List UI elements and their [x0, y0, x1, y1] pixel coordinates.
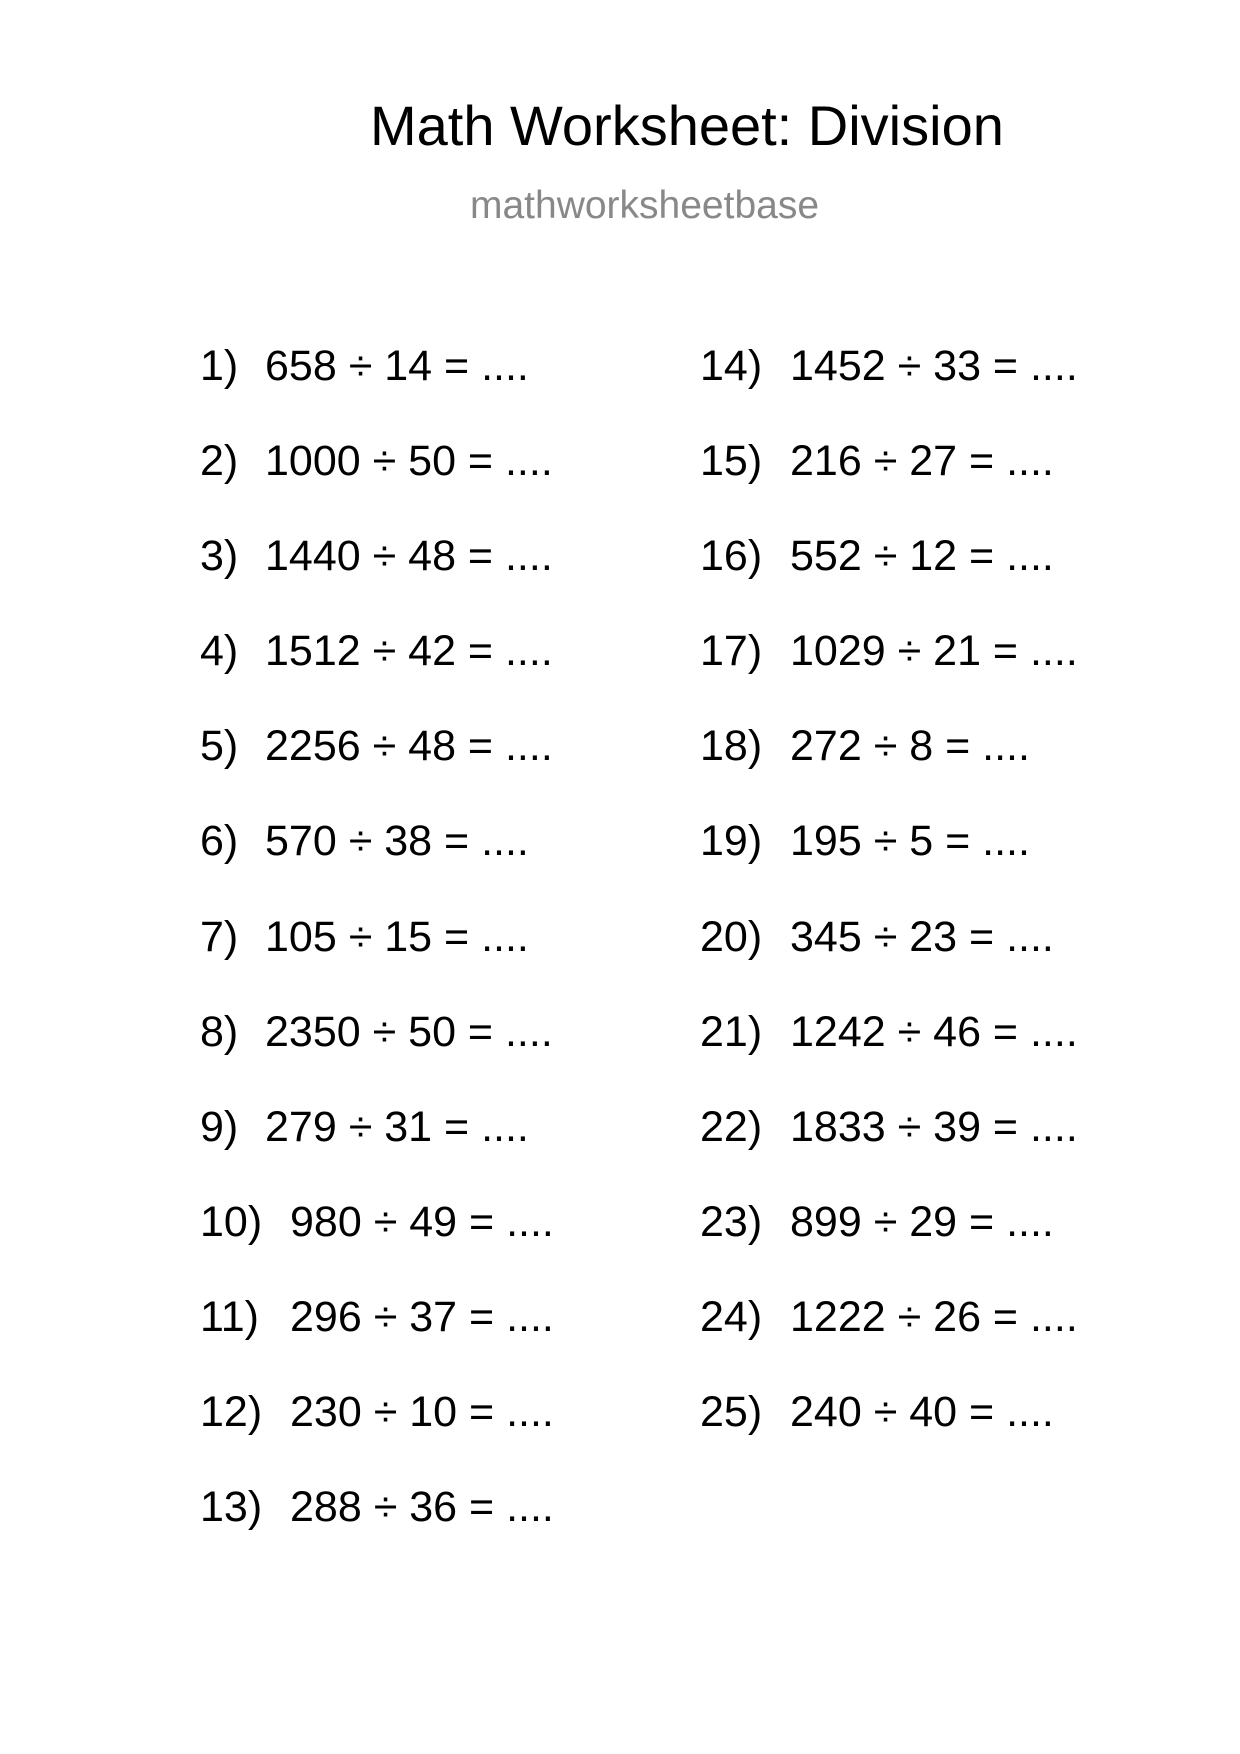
problem-expression: 1833 ÷ 39 = ....: [790, 1102, 1078, 1151]
problem-number: 9): [200, 1102, 239, 1151]
problem-number: 24): [700, 1292, 763, 1341]
problem-item: [200, 817, 554, 915]
problem-item: [200, 1388, 554, 1486]
problem-number: 6): [200, 817, 239, 866]
problem-number: 17): [700, 627, 763, 676]
problem-item: [700, 532, 1078, 630]
problem-item: [200, 627, 554, 725]
problem-number: 16): [700, 532, 763, 581]
problem-expression: 279 ÷ 31 = ....: [265, 1102, 529, 1151]
problem-expression: 1242 ÷ 46 = ....: [790, 1007, 1078, 1056]
problem-item: [700, 1292, 1078, 1391]
problem-number: 13): [200, 1483, 263, 1532]
problem-item: [200, 532, 554, 630]
problem-expression: 240 ÷ 40 = ....: [790, 1388, 1054, 1437]
problem-expression: 345 ÷ 23 = ....: [790, 912, 1054, 961]
problem-item: [200, 1007, 554, 1106]
problem-item: [200, 342, 554, 440]
problem-expression: 230 ÷ 10 = ....: [290, 1388, 554, 1437]
problem-expression: 1452 ÷ 33 = ....: [790, 342, 1078, 390]
problem-number: 11): [200, 1292, 259, 1341]
problem-number: 1): [200, 342, 239, 390]
problem-number: 4): [200, 627, 239, 676]
problem-item: [700, 912, 1078, 1011]
problem-number: 2): [200, 437, 239, 486]
problem-number: 15): [700, 437, 763, 486]
problem-number: 5): [200, 722, 239, 771]
problem-number: 21): [700, 1007, 763, 1056]
problem-expression: 2350 ÷ 50 = ....: [265, 1007, 553, 1056]
problem-item: [700, 1102, 1078, 1201]
worksheet-subtitle: mathworksheetbase: [470, 184, 820, 227]
problem-expression: 272 ÷ 8 = ....: [790, 722, 1030, 771]
problem-expression: 1440 ÷ 48 = ....: [265, 532, 553, 581]
problem-expression: 105 ÷ 15 = ....: [265, 912, 529, 961]
problem-expression: 195 ÷ 5 = ....: [790, 817, 1030, 866]
problem-number: 10): [200, 1197, 263, 1246]
problem-list-right: [700, 342, 1078, 1486]
problem-number: 3): [200, 532, 239, 581]
problem-expression: 1512 ÷ 42 = ....: [265, 627, 553, 676]
problem-expression: 2256 ÷ 48 = ....: [265, 722, 553, 771]
problem-item: [700, 817, 1078, 915]
problem-item: [700, 1007, 1078, 1106]
problem-item: [200, 1197, 554, 1296]
problem-number: 19): [700, 817, 763, 866]
problem-expression: 296 ÷ 37 = ....: [290, 1292, 554, 1341]
problem-number: 20): [700, 912, 763, 961]
problem-number: 22): [700, 1102, 763, 1151]
problem-number: 7): [200, 912, 239, 961]
problem-number: 14): [700, 342, 763, 390]
problem-number: 18): [700, 722, 763, 771]
problem-item: [200, 1102, 554, 1201]
problem-item: [200, 437, 554, 535]
problem-expression: 1000 ÷ 50 = ....: [265, 437, 553, 486]
problem-item: [700, 1388, 1078, 1486]
problem-number: 25): [700, 1388, 763, 1437]
problem-item: [700, 627, 1078, 725]
problem-item: [700, 722, 1078, 820]
problem-item: [700, 437, 1078, 535]
problem-item: [200, 722, 554, 820]
problem-expression: 216 ÷ 27 = ....: [790, 437, 1054, 486]
problem-list-left: [200, 342, 554, 1581]
problem-item: [700, 342, 1078, 440]
problem-number: 8): [200, 1007, 239, 1056]
problem-expression: 570 ÷ 38 = ....: [265, 817, 529, 866]
problem-item: [200, 1292, 554, 1391]
problem-number: 23): [700, 1197, 763, 1246]
problem-item: [200, 912, 554, 1011]
problem-expression: 658 ÷ 14 = ....: [265, 342, 529, 390]
problem-expression: 288 ÷ 36 = ....: [290, 1483, 554, 1532]
problem-expression: 899 ÷ 29 = ....: [790, 1197, 1054, 1246]
problem-expression: 980 ÷ 49 = ....: [290, 1197, 554, 1246]
problem-expression: 1222 ÷ 26 = ....: [790, 1292, 1078, 1341]
problem-expression: 1029 ÷ 21 = ....: [790, 627, 1078, 676]
worksheet-title: Math Worksheet: Division: [370, 94, 1004, 157]
problem-item: [700, 1197, 1078, 1296]
problem-item: [200, 1483, 554, 1581]
problem-number: 12): [200, 1388, 263, 1437]
problem-expression: 552 ÷ 12 = ....: [790, 532, 1054, 581]
